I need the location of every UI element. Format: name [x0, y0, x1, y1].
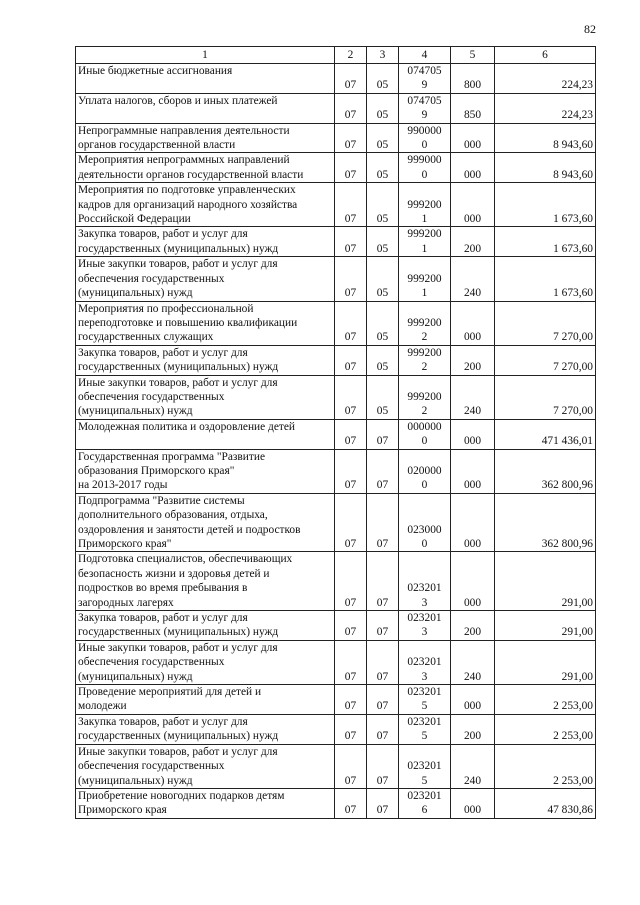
table-row	[76, 345, 596, 375]
row-expense-type-cell: 000	[451, 685, 495, 715]
table-row	[76, 449, 596, 493]
row-sum-cell: 362 800,96	[495, 493, 596, 552]
row-target-article-cell: 020000 0	[399, 449, 451, 493]
table-row	[76, 227, 596, 257]
row-target-article-cell: 999200 1	[399, 257, 451, 301]
row-section-cell: 07	[335, 419, 367, 449]
row-section-cell: 07	[335, 640, 367, 684]
row-section-cell: 07	[335, 64, 367, 94]
row-target-article-cell: 023201 3	[399, 611, 451, 641]
row-expense-type-cell: 000	[451, 301, 495, 345]
row-name-cell: Государственная программа "Развитие образования Приморского края" на 2013-2017 годы	[76, 449, 335, 493]
table-header	[76, 47, 596, 64]
row-name-cell: Закупка товаров, работ и услуг для государственных (муниципальных) нужд	[76, 227, 335, 257]
row-sum-cell: 291,00	[495, 640, 596, 684]
row-target-article-cell: 023000 0	[399, 493, 451, 552]
row-subsection-cell: 07	[367, 744, 399, 788]
row-sum-cell: 2 253,00	[495, 714, 596, 744]
row-expense-type-cell: 000	[451, 788, 495, 818]
row-target-article-cell: 074705 9	[399, 64, 451, 94]
row-section-cell: 07	[335, 153, 367, 183]
row-sum-cell: 8 943,60	[495, 153, 596, 183]
table-row	[76, 183, 596, 227]
budget-table	[75, 46, 596, 819]
table-row	[76, 640, 596, 684]
table-row	[76, 611, 596, 641]
row-section-cell: 07	[335, 227, 367, 257]
table-row	[76, 301, 596, 345]
row-target-article-cell: 023201 3	[399, 552, 451, 611]
row-subsection-cell: 07	[367, 788, 399, 818]
row-expense-type-cell: 800	[451, 64, 495, 94]
row-section-cell: 07	[335, 301, 367, 345]
row-sum-cell: 291,00	[495, 611, 596, 641]
row-expense-type-cell: 200	[451, 227, 495, 257]
row-subsection-cell: 07	[367, 552, 399, 611]
row-target-article-cell: 023201 5	[399, 685, 451, 715]
row-sum-cell: 7 270,00	[495, 345, 596, 375]
row-expense-type-cell: 000	[451, 493, 495, 552]
row-sum-cell: 7 270,00	[495, 301, 596, 345]
row-section-cell: 07	[335, 685, 367, 715]
row-sum-cell: 2 253,00	[495, 744, 596, 788]
row-target-article-cell: 999200 1	[399, 183, 451, 227]
row-subsection-cell: 05	[367, 123, 399, 153]
row-expense-type-cell: 000	[451, 449, 495, 493]
table-row	[76, 375, 596, 419]
row-section-cell: 07	[335, 611, 367, 641]
row-subsection-cell: 05	[367, 93, 399, 123]
row-section-cell: 07	[335, 93, 367, 123]
row-section-cell: 07	[335, 257, 367, 301]
row-subsection-cell: 05	[367, 153, 399, 183]
row-section-cell: 07	[335, 552, 367, 611]
row-subsection-cell: 05	[367, 301, 399, 345]
row-name-cell: Непрограммные направления деятельности органов государственной власти	[76, 123, 335, 153]
row-target-article-cell: 023201 5	[399, 744, 451, 788]
header-col-5: 5	[451, 47, 495, 64]
row-expense-type-cell: 200	[451, 714, 495, 744]
row-subsection-cell: 05	[367, 64, 399, 94]
row-expense-type-cell: 200	[451, 611, 495, 641]
header-col-4: 4	[399, 47, 451, 64]
row-expense-type-cell: 240	[451, 257, 495, 301]
table-row	[76, 153, 596, 183]
row-name-cell: Иные закупки товаров, работ и услуг для обеспечения государственных (муниципальных) нужд	[76, 257, 335, 301]
row-target-article-cell: 999000 0	[399, 153, 451, 183]
row-sum-cell: 7 270,00	[495, 375, 596, 419]
row-name-cell: Проведение мероприятий для детей и молодежи	[76, 685, 335, 715]
row-subsection-cell: 05	[367, 227, 399, 257]
row-sum-cell: 471 436,01	[495, 419, 596, 449]
row-target-article-cell: 999200 2	[399, 345, 451, 375]
row-sum-cell: 224,23	[495, 93, 596, 123]
row-section-cell: 07	[335, 744, 367, 788]
row-sum-cell: 47 830,86	[495, 788, 596, 818]
row-name-cell: Подпрограмма "Развитие системы дополнительного образования, отдыха, оздоровления и занятости детей и подростков Приморского края"	[76, 493, 335, 552]
header-row	[76, 47, 596, 64]
row-subsection-cell: 07	[367, 714, 399, 744]
row-expense-type-cell: 240	[451, 375, 495, 419]
row-sum-cell: 2 253,00	[495, 685, 596, 715]
row-name-cell: Мероприятия по подготовке управленческих кадров для организаций народного хозяйства Российской Федерации	[76, 183, 335, 227]
row-expense-type-cell: 240	[451, 744, 495, 788]
row-sum-cell: 291,00	[495, 552, 596, 611]
row-target-article-cell: 999200 2	[399, 375, 451, 419]
row-name-cell: Подготовка специалистов, обеспечивающих безопасность жизни и здоровья детей и подростков во время пребывания в загородных лагерях	[76, 552, 335, 611]
header-col-1: 1	[76, 47, 335, 64]
row-expense-type-cell: 000	[451, 183, 495, 227]
row-expense-type-cell: 240	[451, 640, 495, 684]
row-target-article-cell: 023201 3	[399, 640, 451, 684]
row-expense-type-cell: 000	[451, 419, 495, 449]
header-col-3: 3	[367, 47, 399, 64]
row-subsection-cell: 05	[367, 345, 399, 375]
row-subsection-cell: 05	[367, 257, 399, 301]
row-section-cell: 07	[335, 788, 367, 818]
row-target-article-cell: 023201 5	[399, 714, 451, 744]
row-name-cell: Иные бюджетные ассигнования	[76, 64, 335, 94]
row-name-cell: Молодежная политика и оздоровление детей	[76, 419, 335, 449]
row-expense-type-cell: 000	[451, 123, 495, 153]
row-section-cell: 07	[335, 375, 367, 419]
row-subsection-cell: 07	[367, 419, 399, 449]
row-name-cell: Иные закупки товаров, работ и услуг для обеспечения государственных (муниципальных) нужд	[76, 375, 335, 419]
row-section-cell: 07	[335, 183, 367, 227]
row-expense-type-cell: 850	[451, 93, 495, 123]
row-name-cell: Иные закупки товаров, работ и услуг для обеспечения государственных (муниципальных) нужд	[76, 744, 335, 788]
table-row	[76, 64, 596, 94]
header-col-2: 2	[335, 47, 367, 64]
table-row	[76, 93, 596, 123]
page-number: 82	[584, 22, 596, 36]
row-subsection-cell: 07	[367, 685, 399, 715]
row-expense-type-cell: 000	[451, 153, 495, 183]
row-name-cell: Приобретение новогодних подарков детям Приморского края	[76, 788, 335, 818]
row-target-article-cell: 074705 9	[399, 93, 451, 123]
row-name-cell: Мероприятия непрограммных направлений деятельности органов государственной власти	[76, 153, 335, 183]
row-subsection-cell: 07	[367, 449, 399, 493]
table-body	[76, 64, 596, 819]
row-name-cell: Закупка товаров, работ и услуг для государственных (муниципальных) нужд	[76, 714, 335, 744]
row-target-article-cell: 990000 0	[399, 123, 451, 153]
header-col-6: 6	[495, 47, 596, 64]
table-row	[76, 123, 596, 153]
row-section-cell: 07	[335, 493, 367, 552]
row-section-cell: 07	[335, 345, 367, 375]
row-target-article-cell: 999200 2	[399, 301, 451, 345]
row-subsection-cell: 07	[367, 640, 399, 684]
table-row	[76, 257, 596, 301]
row-target-article-cell: 999200 1	[399, 227, 451, 257]
row-name-cell: Закупка товаров, работ и услуг для государственных (муниципальных) нужд	[76, 611, 335, 641]
table-row	[76, 714, 596, 744]
row-name-cell: Закупка товаров, работ и услуг для государственных (муниципальных) нужд	[76, 345, 335, 375]
table-row	[76, 419, 596, 449]
row-subsection-cell: 05	[367, 183, 399, 227]
table-row	[76, 493, 596, 552]
row-expense-type-cell: 200	[451, 345, 495, 375]
row-subsection-cell: 07	[367, 493, 399, 552]
row-subsection-cell: 07	[367, 611, 399, 641]
row-section-cell: 07	[335, 714, 367, 744]
table-row	[76, 552, 596, 611]
row-target-article-cell: 023201 6	[399, 788, 451, 818]
row-sum-cell: 1 673,60	[495, 227, 596, 257]
row-subsection-cell: 05	[367, 375, 399, 419]
row-expense-type-cell: 000	[451, 552, 495, 611]
row-sum-cell: 1 673,60	[495, 257, 596, 301]
row-name-cell: Иные закупки товаров, работ и услуг для обеспечения государственных (муниципальных) нужд	[76, 640, 335, 684]
row-sum-cell: 362 800,96	[495, 449, 596, 493]
table-row	[76, 685, 596, 715]
table-row	[76, 788, 596, 818]
row-sum-cell: 1 673,60	[495, 183, 596, 227]
row-section-cell: 07	[335, 449, 367, 493]
row-target-article-cell: 000000 0	[399, 419, 451, 449]
row-section-cell: 07	[335, 123, 367, 153]
row-name-cell: Мероприятия по профессиональной переподготовке и повышению квалификации государственных служащих	[76, 301, 335, 345]
row-sum-cell: 224,23	[495, 64, 596, 94]
table-row	[76, 744, 596, 788]
row-sum-cell: 8 943,60	[495, 123, 596, 153]
row-name-cell: Уплата налогов, сборов и иных платежей	[76, 93, 335, 123]
